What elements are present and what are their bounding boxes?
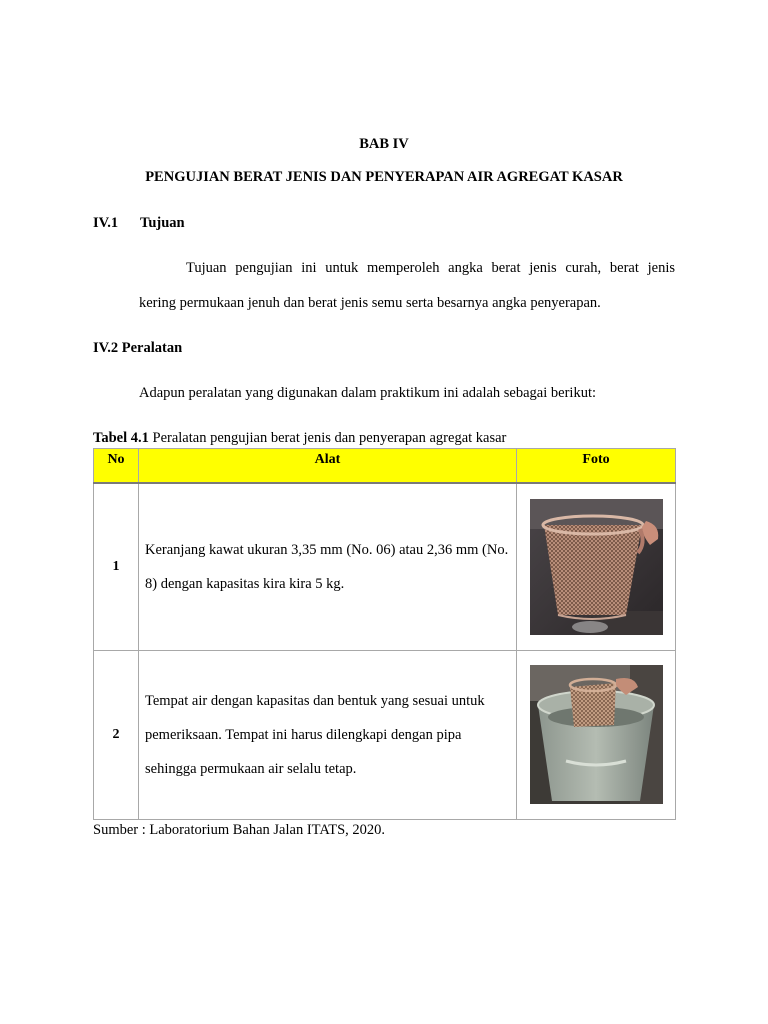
section-title: Tujuan: [140, 215, 185, 231]
equipment-table: [93, 448, 676, 820]
section-heading-tujuan: [93, 214, 185, 232]
header-no: No: [94, 449, 139, 483]
chapter-label: BAB IV: [359, 136, 409, 152]
table-row: [94, 483, 676, 651]
tujuan-paragraph-line1: Tujuan pengujian ini untuk memperoleh angka berat jenis curah, berat jenis: [186, 260, 675, 276]
table-caption-label: Tabel 4.1: [93, 430, 149, 446]
table-caption-text: Peralatan pengujian berat jenis dan penyerapan agregat kasar: [148, 430, 507, 446]
table-caption: [93, 429, 506, 447]
row-alat: Keranjang kawat ukuran 3,35 mm (No. 06) atau 2,36 mm (No. 8) dengan kapasitas kira kira 5 kg.: [139, 483, 517, 651]
section-heading-peralatan: IV.2 Peralatan: [93, 340, 183, 356]
wire-basket-photo: [530, 499, 663, 635]
section-number: IV.1: [93, 215, 119, 231]
row-number: 2: [94, 650, 139, 819]
row-foto: [517, 483, 676, 651]
chapter-title: PENGUJIAN BERAT JENIS DAN PENYERAPAN AIR AGREGAT KASAR: [145, 169, 623, 185]
table-header-row: [94, 449, 676, 483]
table-row: [94, 650, 676, 819]
row-foto: [517, 650, 676, 819]
row-number: 1: [94, 483, 139, 651]
header-alat: Alat: [139, 449, 517, 483]
row-alat: Tempat air dengan kapasitas dan bentuk yang sesuai untuk pemeriksaan. Tempat ini harus dilengkapi dengan pipa sehingga permukaan air selalu tetap.: [139, 650, 517, 819]
tujuan-paragraph-line2: kering permukaan jenuh dan berat jenis semu serta besarnya angka penyerapan.: [139, 295, 601, 311]
header-foto: Foto: [517, 449, 676, 483]
water-bucket-photo: [530, 665, 663, 804]
table-source: Sumber : Laboratorium Bahan Jalan ITATS, 2020.: [93, 822, 386, 838]
peralatan-intro: Adapun peralatan yang digunakan dalam praktikum ini adalah sebagai berikut:: [139, 385, 596, 401]
